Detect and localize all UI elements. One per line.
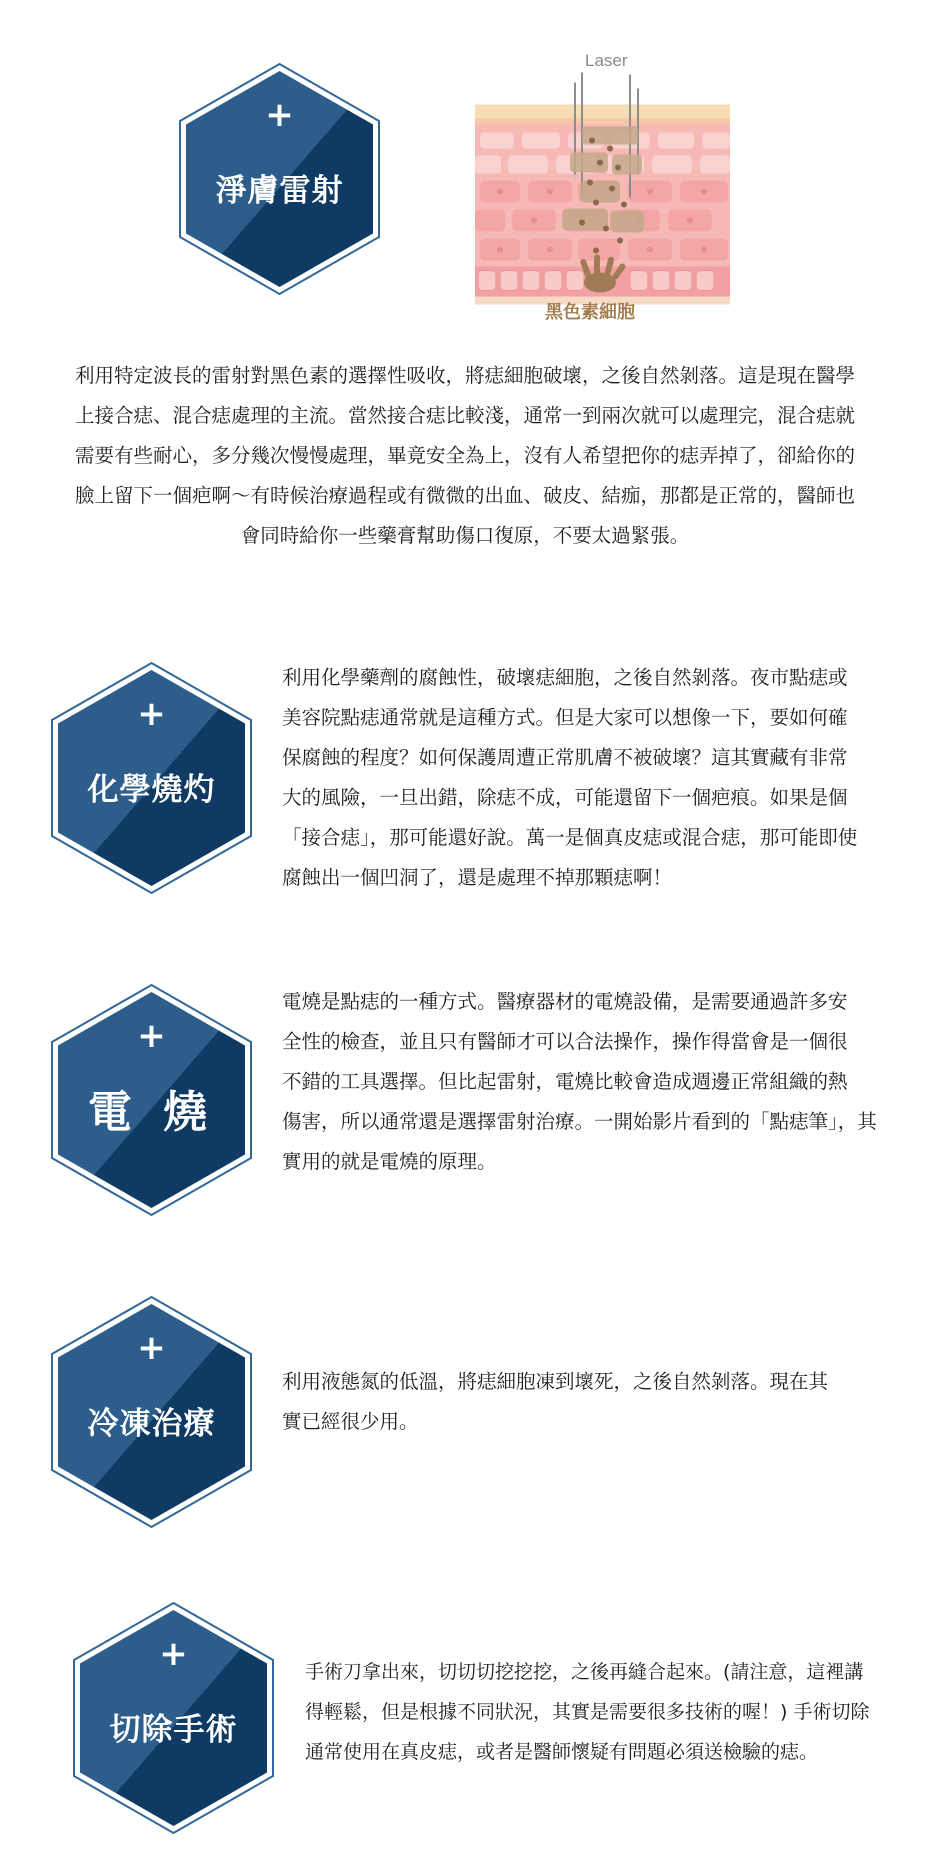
melanin-cell-label: 黑色素細胞: [545, 302, 635, 323]
section-title: 化學燒灼: [87, 772, 216, 808]
text-line: 「接合痣」，那可能還好說。萬一是個真皮痣或混合痣，那可能即使: [282, 826, 858, 849]
text-line: 利用液態氮的低溫，將痣細胞凍到壞死，之後自然剝落。現在其: [282, 1370, 829, 1393]
laser-label: Laser: [585, 51, 628, 70]
text-line: 得輕鬆，但是根據不同狀況，其實是需要很多技術的喔！) 手術切除: [305, 1701, 870, 1723]
section-title: 切除手術: [109, 1712, 238, 1748]
section-title: 電 燒: [87, 1087, 216, 1138]
text-line: 大的風險，一旦出錯，除痣不成，可能還留下一個疤痕。如果是個: [282, 786, 848, 809]
text-line: 保腐蝕的程度？如何保護周遭正常肌膚不被破壞？這其實藏有非常: [282, 746, 848, 769]
section-title: 淨膚雷射: [215, 173, 344, 209]
text-line: 臉上留下一個疤啊～有時候治療過程或有微微的出血、破皮、結痂，那都是正常的，醫師也: [74, 484, 855, 507]
badge-cryotherapy: [50, 1295, 253, 1529]
section-text-chemical: [282, 658, 922, 898]
text-line: 腐蝕出一個凹洞了，還是處理不掉那顆痣啊！: [282, 866, 673, 889]
text-line: 手術刀拿出來，切切切挖挖挖，之後再縫合起來。(請注意，這裡講: [305, 1661, 864, 1683]
text-line: 通常使用在真皮痣，或者是醫師懷疑有問題必須送檢驗的痣。: [305, 1741, 819, 1763]
text-line: 電燒是點痣的一種方式。醫療器材的電燒設備，是需要通過許多安: [282, 990, 848, 1013]
text-line: 傷害，所以通常還是選擇雷射治療。一開始影片看到的「點痣筆」，其: [282, 1110, 877, 1133]
text-line: 上接合痣、混合痣處理的主流。當然接合痣比較淺，通常一到兩次就可以處理完，混合痣就: [74, 404, 855, 427]
text-line: 利用化學藥劑的腐蝕性，破壞痣細胞，之後自然剝落。夜市點痣或: [282, 666, 848, 689]
text-line: 實已經很少用。: [282, 1410, 419, 1433]
badge-laser: [178, 62, 381, 296]
plus-icon: +: [137, 694, 166, 734]
text-line: 實用的就是電燒的原理。: [282, 1150, 497, 1173]
laser-skin-illustration: [470, 50, 730, 325]
badge-electrocautery: [50, 983, 253, 1217]
plus-icon: +: [265, 95, 294, 135]
text-line: 會同時給你一些藥膏幫助傷口復原，不要太過緊張。: [240, 524, 690, 547]
plus-icon: +: [137, 1328, 166, 1368]
text-line: 不錯的工具選擇。但比起雷射，電燒比較會造成週邊正常組織的熱: [282, 1070, 848, 1093]
text-line: 美容院點痣通常就是這種方式。但是大家可以想像一下，要如何確: [282, 706, 848, 729]
section-text-laser: [36, 356, 894, 556]
section-title: 冷凍治療: [87, 1406, 216, 1442]
section-text-electrocautery: [282, 982, 922, 1182]
text-line: 利用特定波長的雷射對黑色素的選擇性吸收，將痣細胞破壞，之後自然剝落。這是現在醫學: [74, 364, 855, 387]
plus-icon: +: [159, 1634, 188, 1674]
badge-surgery: [72, 1601, 275, 1835]
section-text-surgery: [305, 1652, 925, 1772]
section-text-cryotherapy: [282, 1362, 922, 1442]
badge-chemical: [50, 661, 253, 895]
text-line: 需要有些耐心，多分幾次慢慢處理，畢竟安全為上，沒有人希望把你的痣弄掉了，卻給你的: [74, 444, 855, 467]
text-line: 全性的檢查，並且只有醫師才可以合法操作，操作得當會是一個很: [282, 1030, 848, 1053]
plus-icon: +: [137, 1016, 166, 1056]
